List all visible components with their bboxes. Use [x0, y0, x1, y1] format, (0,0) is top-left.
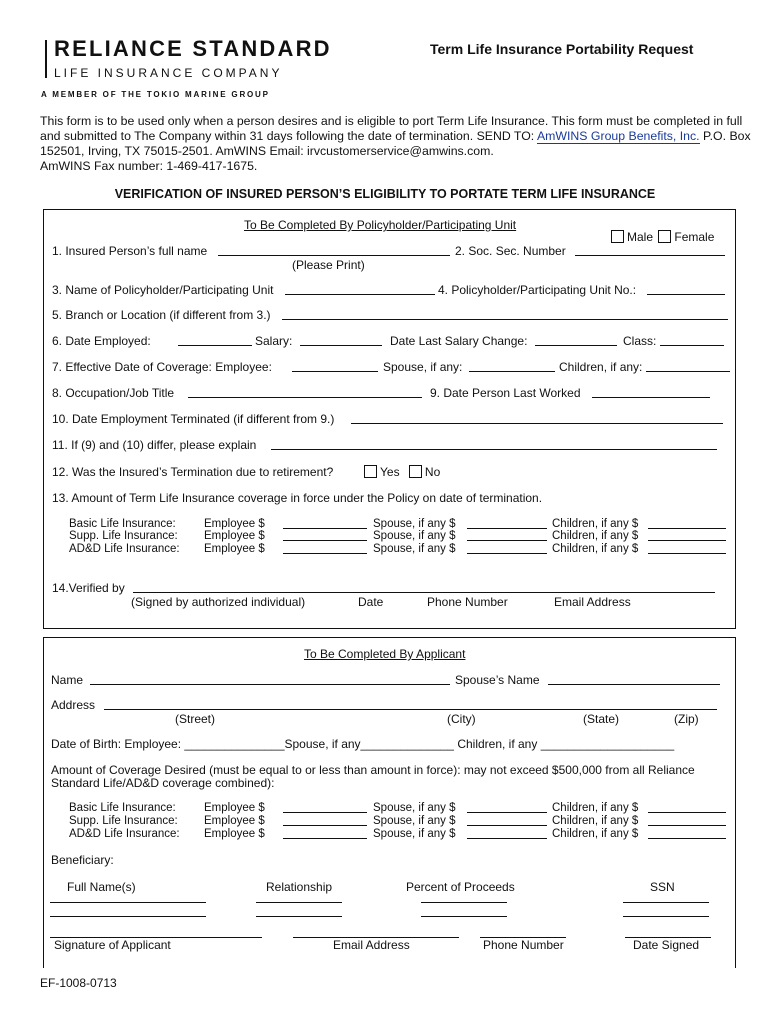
policyholder-name-field[interactable]	[285, 294, 435, 295]
applicant-name-field[interactable]	[90, 684, 450, 685]
policyholder-title: To Be Completed By Policyholder/Participating Unit	[244, 218, 517, 232]
applicant-title: To Be Completed By Applicant	[304, 647, 466, 661]
termination-date-field[interactable]	[351, 423, 723, 424]
coverage-employee-field[interactable]	[283, 540, 367, 541]
coverage-employee-field[interactable]	[283, 812, 367, 813]
female-label: Female	[674, 230, 715, 244]
yes-label: Yes	[380, 465, 400, 479]
verified-by-field[interactable]	[133, 592, 715, 593]
document-title: Term Life Insurance Portability Request	[430, 41, 694, 57]
last-salary-change-field[interactable]	[535, 345, 617, 346]
last-salary-change-label: Date Last Salary Change:	[390, 334, 528, 348]
q2-label: 2. Soc. Sec. Number	[455, 244, 566, 258]
date-employed-field[interactable]	[178, 345, 252, 346]
occupation-field[interactable]	[188, 397, 422, 398]
q12-label: 12. Was the Insured’s Termination due to retirement?	[52, 465, 334, 479]
name-label: Name	[51, 673, 84, 687]
insured-name-field[interactable]	[218, 255, 450, 256]
effective-children-field[interactable]	[646, 371, 730, 372]
coverage-children-field[interactable]	[648, 528, 726, 529]
state-hint: (State)	[583, 712, 620, 726]
q1-label: 1. Insured Person’s full name	[52, 244, 208, 258]
no-label: No	[424, 465, 441, 479]
intro-text-1: This form is to be used only when a person desires and is eligible to port Term Life Insurance. This form must be completed in full and submitted to The Company within 31 days following the date of termination. SEND TO:	[40, 114, 743, 143]
q6-label: 6. Date Employed:	[52, 334, 151, 348]
intro-paragraph	[40, 114, 755, 174]
street-hint: (Street)	[175, 712, 216, 726]
form-number: EF-1008-0713	[40, 976, 117, 990]
coverage-row-spouse: Spouse, if any $	[373, 828, 456, 840]
coverage-row-employee: Employee $	[204, 530, 265, 542]
coverage-row-spouse: Spouse, if any $	[373, 815, 456, 827]
coverage-row-employee: Employee $	[204, 543, 265, 555]
q8-label: 8. Occupation/Job Title	[52, 386, 175, 400]
coverage-children-field[interactable]	[648, 838, 726, 839]
q13-label: 13. Amount of Term Life Insurance coverage in force under the Policy on date of termination.	[52, 491, 543, 505]
beneficiary-percent-field[interactable]	[421, 916, 507, 917]
ssn-field[interactable]	[575, 255, 725, 256]
coverage-spouse-field[interactable]	[467, 528, 547, 529]
coverage-row-children: Children, if any $	[552, 518, 639, 530]
effective-employee-field[interactable]	[292, 371, 378, 372]
city-hint: (City)	[447, 712, 476, 726]
q3-label: 3. Name of Policyholder/Participating Unit	[52, 283, 274, 297]
q7-children-label: Children, if any:	[559, 360, 643, 374]
coverage-row-label: AD&D Life Insurance:	[69, 828, 180, 840]
q5-label: 5. Branch or Location (if different from 3.)	[52, 308, 271, 322]
coverage-row-children: Children, if any $	[552, 828, 639, 840]
beneficiary-relationship-field[interactable]	[256, 902, 342, 903]
coverage-spouse-field[interactable]	[467, 540, 547, 541]
class-label: Class:	[623, 334, 657, 348]
coverage-children-field[interactable]	[648, 553, 726, 554]
amount-desired-text: Amount of Coverage Desired (must be equal to or less than amount in force): may not exceed $500,000 from all Reliance Standard Life/AD&D coverage combined):	[51, 763, 695, 790]
email-hint: Email Address	[554, 595, 631, 609]
email-label: Email Address	[333, 938, 410, 952]
relationship-header: Relationship	[266, 880, 333, 894]
q10-label: 10. Date Employment Terminated (if different from 9.)	[52, 412, 335, 426]
coverage-row-label: AD&D Life Insurance:	[69, 543, 180, 555]
coverage-row-spouse: Spouse, if any $	[373, 802, 456, 814]
coverage-children-field[interactable]	[648, 540, 726, 541]
coverage-row-employee: Employee $	[204, 518, 265, 530]
percent-header: Percent of Proceeds	[406, 880, 515, 894]
coverage-spouse-field[interactable]	[467, 838, 547, 839]
gender-options	[611, 230, 714, 244]
yes-checkbox[interactable]	[364, 465, 377, 478]
address-label: Address	[51, 698, 96, 712]
explain-field[interactable]	[271, 449, 717, 450]
date-hint: Date	[358, 595, 384, 609]
signature-label: Signature of Applicant	[54, 938, 171, 952]
class-field[interactable]	[660, 345, 724, 346]
q9-label: 9. Date Person Last Worked	[430, 386, 581, 400]
coverage-children-field[interactable]	[648, 825, 726, 826]
effective-spouse-field[interactable]	[469, 371, 555, 372]
address-field[interactable]	[104, 709, 717, 710]
coverage-row-label: Basic Life Insurance:	[69, 518, 176, 530]
q11-label: 11. If (9) and (10) differ, please explain	[52, 438, 257, 452]
coverage-spouse-field[interactable]	[467, 812, 547, 813]
coverage-row-employee: Employee $	[204, 828, 265, 840]
coverage-row-children: Children, if any $	[552, 543, 639, 555]
spouse-name-field[interactable]	[548, 684, 720, 685]
spouse-name-label: Spouse’s Name	[455, 673, 540, 687]
company-logo-name: RELIANCE STANDARD	[54, 36, 332, 61]
company-logo-subtitle: LIFE INSURANCE COMPANY	[54, 66, 283, 80]
company-logo-member: A MEMBER OF THE TOKIO MARINE GROUP	[41, 90, 270, 99]
coverage-spouse-field[interactable]	[467, 553, 547, 554]
beneficiary-relationship-field[interactable]	[256, 916, 342, 917]
coverage-row-children: Children, if any $	[552, 530, 639, 542]
phone-label: Phone Number	[483, 938, 564, 952]
branch-field[interactable]	[282, 319, 728, 320]
beneficiary-ssn-field[interactable]	[623, 916, 709, 917]
salary-field[interactable]	[300, 345, 382, 346]
policyholder-no-field[interactable]	[647, 294, 725, 295]
male-checkbox[interactable]	[611, 230, 624, 243]
q7-spouse-label: Spouse, if any:	[383, 360, 463, 374]
salary-label: Salary:	[255, 334, 293, 348]
beneficiary-name-field[interactable]	[50, 902, 206, 903]
q4-label: 4. Policyholder/Participating Unit No.:	[438, 283, 637, 297]
amwins-link[interactable]: AmWINS Group Benefits, Inc.	[536, 129, 700, 143]
male-label: Male	[627, 230, 654, 244]
phone-hint: Phone Number	[427, 595, 508, 609]
coverage-employee-field[interactable]	[283, 838, 367, 839]
coverage-row-label: Supp. Life Insurance:	[69, 530, 178, 542]
coverage-row-spouse: Spouse, if any $	[373, 518, 456, 530]
zip-hint: (Zip)	[674, 712, 699, 726]
coverage-children-field[interactable]	[648, 812, 726, 813]
coverage-row-label: Basic Life Insurance:	[69, 802, 176, 814]
beneficiary-percent-field[interactable]	[421, 902, 507, 903]
intro-text-2: P.O. Box 152501, Irving, TX 75015-2501. AmWINS Email: irvcustomerservice@amwins.com.	[40, 129, 751, 158]
coverage-employee-field[interactable]	[283, 528, 367, 529]
section-heading: VERIFICATION OF INSURED PERSON’S ELIGIBILITY TO PORTATE TERM LIFE INSURANCE	[114, 187, 656, 201]
coverage-row-children: Children, if any $	[552, 815, 639, 827]
coverage-row-spouse: Spouse, if any $	[373, 543, 456, 555]
beneficiary-label: Beneficiary:	[51, 853, 114, 867]
female-checkbox[interactable]	[658, 230, 671, 243]
coverage-row-children: Children, if any $	[552, 802, 639, 814]
q7-label: 7. Effective Date of Coverage: Employee:	[52, 360, 272, 374]
intro-fax: AmWINS Fax number: 1-469-417-1675.	[40, 159, 258, 173]
date-of-birth-row[interactable]: Date of Birth: Employee: _______________Spouse, if any______________ Children, if any ____________________	[51, 737, 675, 751]
last-worked-field[interactable]	[592, 397, 710, 398]
beneficiary-name-field[interactable]	[50, 916, 206, 917]
coverage-employee-field[interactable]	[283, 553, 367, 554]
logo-bar	[45, 40, 47, 78]
full-names-header: Full Name(s)	[67, 880, 136, 894]
coverage-row-label: Supp. Life Insurance:	[69, 815, 178, 827]
ssn-header: SSN	[650, 880, 675, 894]
please-print-hint: (Please Print)	[292, 258, 365, 272]
beneficiary-ssn-field[interactable]	[623, 902, 709, 903]
retirement-options	[364, 465, 440, 479]
coverage-employee-field[interactable]	[283, 825, 367, 826]
no-checkbox[interactable]	[409, 465, 422, 478]
coverage-row-employee: Employee $	[204, 802, 265, 814]
coverage-spouse-field[interactable]	[467, 825, 547, 826]
coverage-row-spouse: Spouse, if any $	[373, 530, 456, 542]
coverage-row-employee: Employee $	[204, 815, 265, 827]
signed-hint: (Signed by authorized individual)	[131, 595, 306, 609]
date-signed-label: Date Signed	[633, 938, 700, 952]
q14-label: 14.Verified by	[52, 581, 125, 595]
